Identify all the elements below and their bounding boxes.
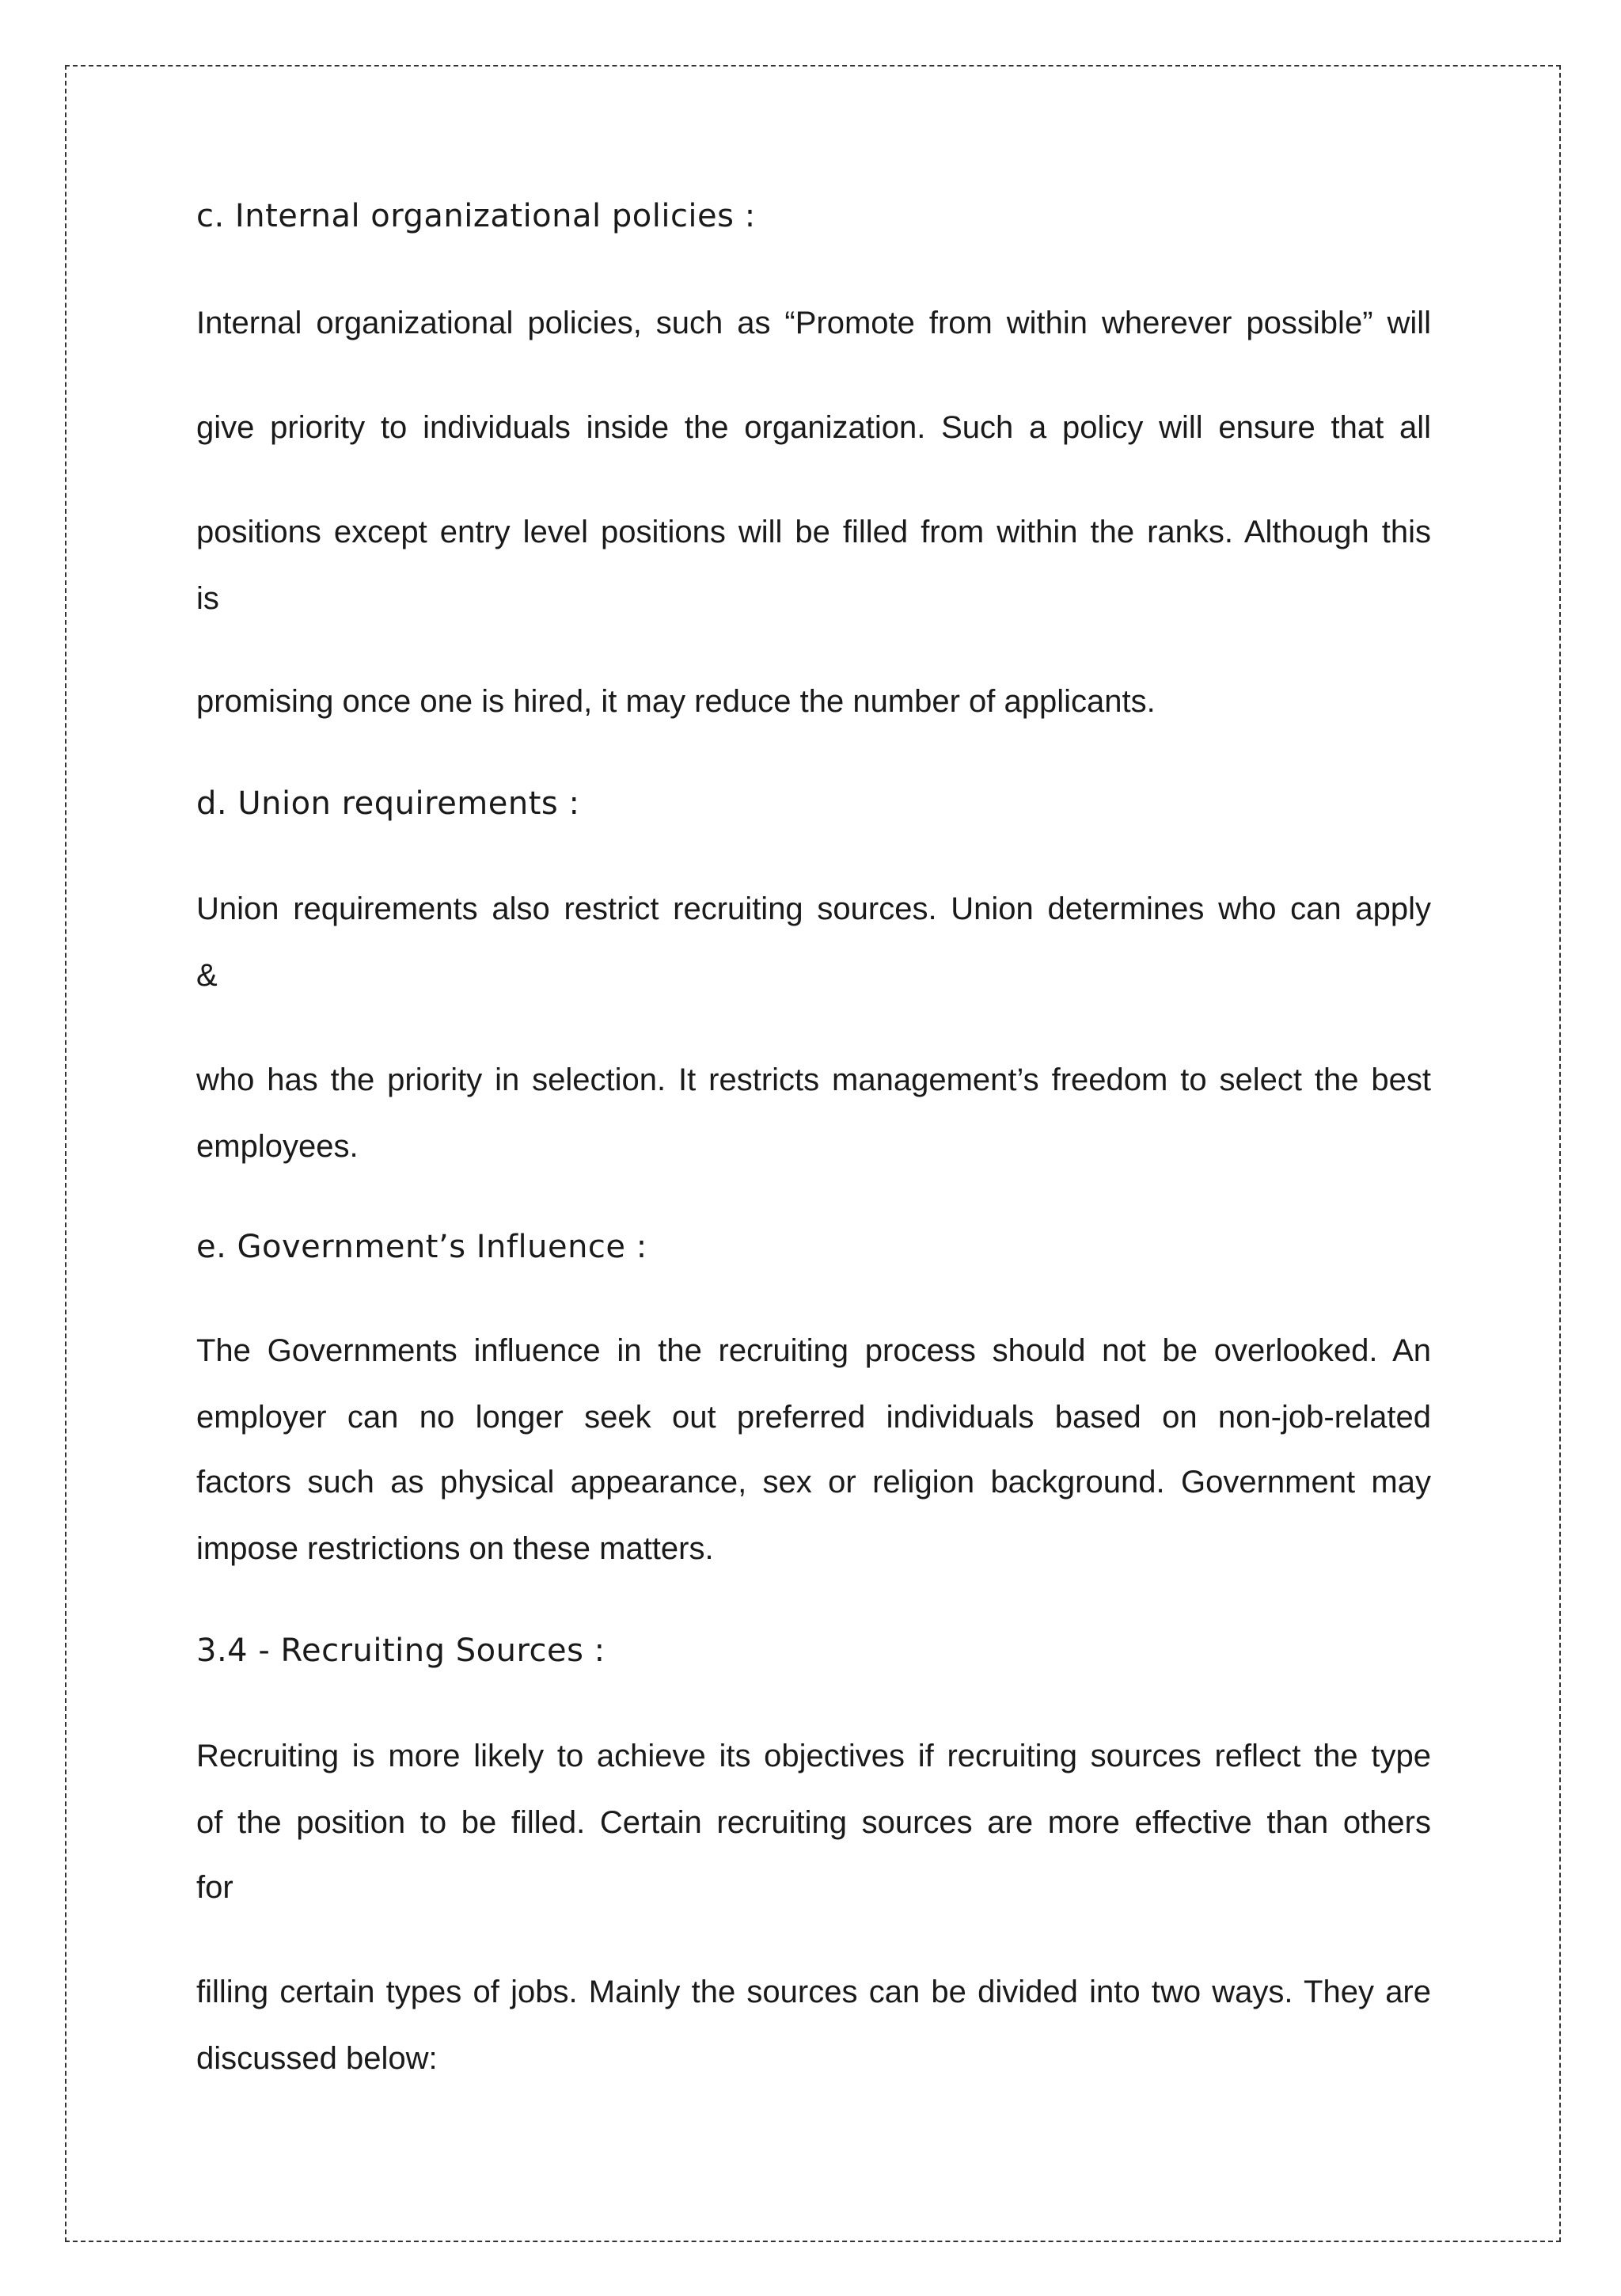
paragraph-line: Recruiting is more likely to achieve its objectives if recruiting sources reflect the type xyxy=(196,1739,1431,1773)
paragraph-line: who has the priority in selection. It restricts management’s freedom to select the best xyxy=(196,1062,1431,1097)
paragraph-line: for xyxy=(196,1870,233,1905)
paragraph-line: of the position to be filled. Certain recruiting sources are more effective than others xyxy=(196,1805,1431,1840)
paragraph-line: factors such as physical appearance, sex or religion background. Government may xyxy=(196,1465,1431,1500)
paragraph-line: filling certain types of jobs. Mainly the sources can be divided into two ways. They are xyxy=(196,1975,1431,2009)
paragraph-line: employer can no longer seek out preferred individuals based on non-job-related xyxy=(196,1400,1431,1435)
paragraph-line: Internal organizational policies, such as “Promote from within wherever possible” will xyxy=(196,306,1431,340)
paragraph-line: Union requirements also restrict recruiting sources. Union determines who can apply xyxy=(196,891,1431,926)
paragraph-line: give priority to individuals inside the organization. Such a policy will ensure that all xyxy=(196,410,1431,445)
paragraph-line: impose restrictions on these matters. xyxy=(196,1531,714,1566)
paragraph-line: & xyxy=(196,958,218,993)
paragraph-line: positions except entry level positions will be filled from within the ranks. Although this xyxy=(196,515,1431,549)
paragraph-line: The Governments influence in the recruiting process should not be overlooked. An xyxy=(196,1333,1431,1368)
section-heading-recruiting-sources: 3.4 - Recruiting Sources : xyxy=(196,1633,606,1669)
paragraph-line: is xyxy=(196,581,219,616)
paragraph-line: employees. xyxy=(196,1129,359,1164)
paragraph-line: promising once one is hired, it may reduce the number of applicants. xyxy=(196,684,1156,719)
paragraph-line: discussed below: xyxy=(196,2041,438,2076)
section-heading-union-requirements: d. Union requirements : xyxy=(196,785,580,822)
section-heading-internal-policies: c. Internal organizational policies : xyxy=(196,198,756,234)
section-heading-government-influence: e. Government’s Influence : xyxy=(196,1229,647,1265)
